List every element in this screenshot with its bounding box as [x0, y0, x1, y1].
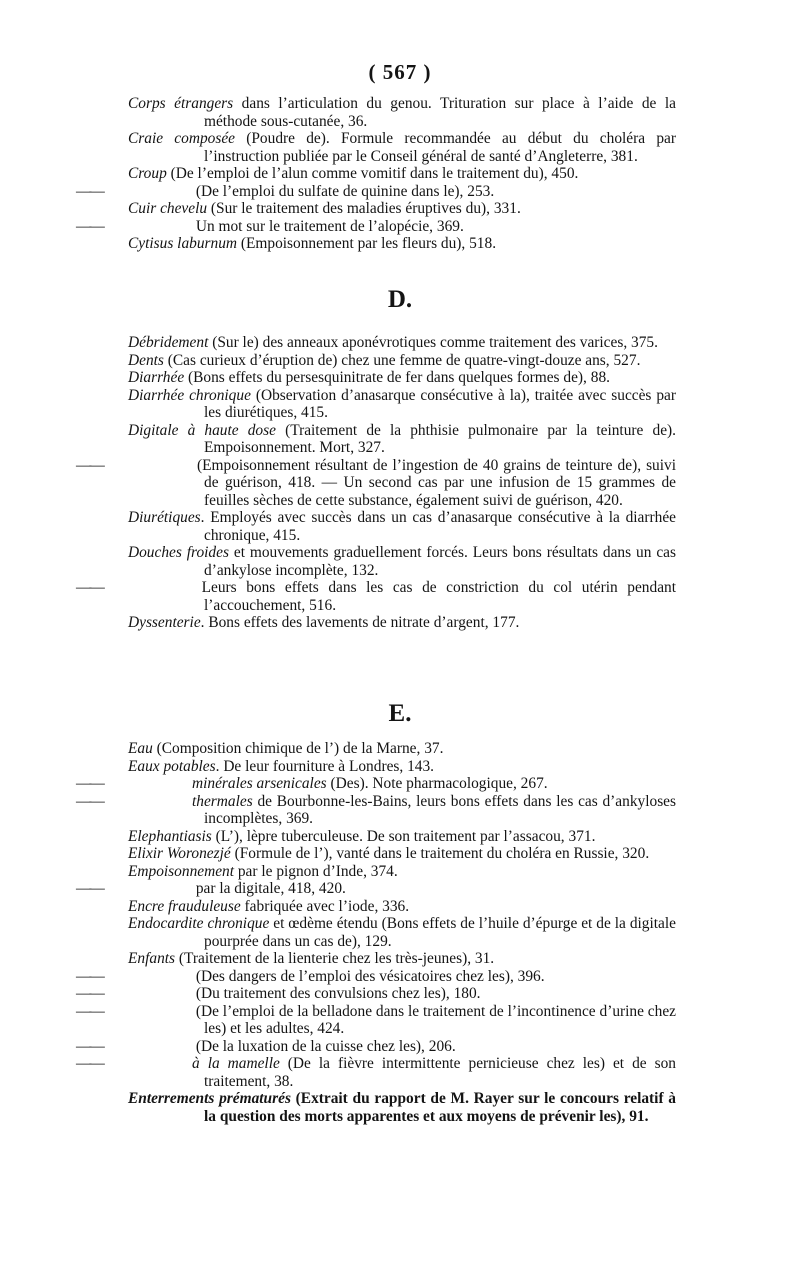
- entry-text: (Observation d’anasarque consécutive à la), traitée avec succès par les diurétiques, 415.: [204, 386, 677, 421]
- index-entry: [76, 880, 676, 898]
- entry-subheading: à la mamelle: [192, 1055, 280, 1072]
- entry-heading: Empoisonnement: [128, 862, 235, 880]
- ditto-dash: ——: [76, 967, 103, 985]
- entry-text: et œdème étendu (Bons effets de l’huile d’épurge et de la digitale pourprée dans un cas de), 129.: [204, 915, 676, 950]
- index-entry: [128, 898, 676, 916]
- entry-text: (Traitement de la phthisie pulmonaire par la teinture de). Empoisonnement. Mort, 327.: [204, 421, 676, 456]
- entry-text: (Des dangers de l’emploi des vésicatoires chez les), 396.: [192, 967, 545, 985]
- index-entry: [76, 217, 676, 236]
- entry-heading: Elephantiasis: [128, 827, 212, 845]
- entry-heading: Dyssenterie: [128, 614, 201, 631]
- entry-text: (De l’emploi du sulfate de quinine dans le), 253.: [192, 182, 495, 200]
- index-entries-e: [76, 740, 677, 1125]
- index-entry: [76, 792, 676, 828]
- index-entry: [128, 200, 676, 218]
- entry-text: de Bourbonne-les-Bains, leurs bons effets dans les cas d’ankyloses incomplètes, 369.: [204, 792, 676, 827]
- entry-text: (De l’emploi de la belladone dans le traitement de l’incontinence d’urine chez les) et les adultes, 424.: [192, 1002, 676, 1037]
- entry-heading: Encre frauduleuse: [128, 897, 241, 915]
- ditto-dash: ——: [76, 880, 103, 897]
- entry-text: (Cas curieux d’éruption de) chez une femme de quatre-vingt-douze ans, 527.: [163, 351, 641, 369]
- index-entry: [76, 775, 676, 793]
- entry-text: (De l’emploi de l’alun comme vomitif dans le traitement du), 450.: [166, 165, 579, 182]
- entry-text: (Sur le traitement des maladies éruptives du), 331.: [207, 200, 521, 217]
- ditto-dash: ——: [76, 792, 103, 810]
- entry-heading: Eaux potables: [128, 757, 216, 775]
- entry-text: et mouvements graduellement forcés. Leurs bons résultats dans un cas d’ankylose incomplète, 132.: [204, 544, 676, 579]
- index-entry: [128, 369, 676, 387]
- entry-text: par la digitale, 418, 420.: [192, 880, 346, 897]
- entry-text: (Bons effets du persesquinitrate de fer dans quelques formes de), 88.: [184, 369, 610, 386]
- entry-text: fabriquée avec l’iode, 336.: [240, 897, 410, 915]
- entry-text: (Des). Note pharmacologique, 267.: [326, 775, 548, 792]
- entry-heading: Diurétiques: [128, 509, 201, 526]
- entry-heading: Craie composée: [128, 130, 235, 147]
- page-number: ( 567 ): [368, 60, 432, 84]
- entry-heading: Croup: [128, 165, 167, 182]
- index-entry: [128, 950, 676, 968]
- section-heading-d: D.: [387, 286, 413, 313]
- entry-text: dans l’articulation du genou. Trituration sur place à l’aide de la méthode sous-cutanée, 36.: [204, 95, 677, 130]
- entry-text: (Empoisonnement par les fleurs du), 518.: [237, 235, 497, 252]
- entry-text: Leurs bons effets dans les cas de constriction du col utérin pendant l’accouchement, 516.: [192, 579, 676, 614]
- index-entry: [128, 165, 676, 183]
- entry-heading: Douches froides: [128, 544, 229, 561]
- index-entry: [76, 1002, 676, 1038]
- entry-text: par le pignon d’Inde, 374.: [234, 862, 398, 880]
- ditto-dash: ——: [76, 456, 103, 474]
- entry-text: (L’), lèpre tuberculeuse. De son traitement par l’assacou, 371.: [211, 827, 596, 845]
- entry-text: (Traitement de la lienterie chez les très-jeunes), 31.: [175, 950, 495, 967]
- entry-text: (Du traitement des convulsions chez les), 180.: [192, 985, 481, 1002]
- ditto-dash: ——: [76, 1002, 103, 1020]
- index-entry: [76, 1055, 676, 1090]
- index-entry: [128, 1090, 676, 1125]
- ditto-dash: ——: [76, 985, 103, 1002]
- ditto-dash: ——: [76, 217, 103, 235]
- index-entry: [76, 985, 676, 1003]
- index-entry: [128, 235, 676, 253]
- index-entry: [128, 740, 676, 758]
- index-entry: [76, 579, 676, 614]
- entry-heading: Digitale à haute dose: [128, 421, 276, 439]
- entry-text: (Poudre de). Formule recommandée au début du choléra par l’instruction publiée par le Conseil général de santé d’Angleterre, 381.: [204, 130, 676, 165]
- entry-text: (De la fièvre intermittente pernicieuse chez les) et de son traitement, 38.: [204, 1055, 676, 1090]
- index-entry: [128, 828, 676, 846]
- index-entry: [128, 130, 676, 165]
- ditto-dash: ——: [76, 579, 103, 596]
- index-entry: [76, 967, 676, 986]
- index-entry: [128, 614, 676, 632]
- entry-heading: Diarrhée chronique: [128, 386, 251, 404]
- index-entry: [128, 915, 676, 950]
- entry-text: (De la luxation de la cuisse chez les), 206.: [192, 1037, 456, 1055]
- index-entries-d: [76, 334, 677, 632]
- entry-heading: Enterrements prématurés: [128, 1090, 291, 1107]
- index-entry: [128, 509, 676, 544]
- entry-heading: Débridement: [128, 334, 209, 351]
- entry-text: (Empoisonnement résultant de l’ingestion de 40 grains de teinture de), suivi de guérison, 418. — Un second cas par une infusion de 15 grammes de feuilles sèches de cette substance, également suivi de guérison, 420.: [192, 456, 676, 509]
- ditto-dash: ——: [76, 1037, 103, 1055]
- entry-heading: Dents: [128, 351, 164, 369]
- section-heading-e: E.: [388, 700, 412, 727]
- ditto-dash: ——: [76, 1055, 103, 1072]
- entry-heading: Diarrhée: [128, 369, 185, 386]
- entry-heading: Eau: [128, 740, 153, 757]
- entry-text: (Sur le) des anneaux aponévrotiques comme traitement des varices, 375.: [208, 334, 658, 351]
- entry-text: . Employés avec succès dans un cas d’anasarque consécutive à la diarrhée chronique, 415.: [200, 509, 676, 544]
- ditto-dash: ——: [76, 182, 103, 200]
- entry-heading: Cuir chevelu: [128, 200, 208, 217]
- entry-text: (Formule de l’), vanté dans le traitement du choléra en Russie, 320.: [230, 845, 650, 862]
- index-entry: [128, 863, 676, 881]
- entry-heading: Corps étrangers: [128, 95, 234, 112]
- index-entry: [128, 334, 676, 352]
- index-entry: [128, 422, 676, 457]
- index-entries-c: [76, 95, 677, 253]
- entry-text: . De leur fourniture à Londres, 143.: [215, 757, 435, 775]
- entry-heading: Cytisus laburnum: [128, 235, 238, 252]
- index-entry: [76, 456, 676, 510]
- index-entry: [76, 182, 676, 201]
- entry-heading: Endocardite chronique: [128, 915, 270, 932]
- index-entry: [128, 544, 676, 579]
- index-entry: [128, 387, 676, 422]
- index-entry: [76, 1037, 676, 1056]
- index-entry: [128, 758, 676, 776]
- entry-text: Un mot sur le traitement de l’alopécie, 369.: [192, 217, 464, 235]
- index-entry: [128, 352, 676, 370]
- entry-heading: Elixir Woronezjé: [128, 845, 231, 862]
- ditto-dash: ——: [76, 775, 103, 792]
- index-entry: [128, 845, 676, 863]
- entry-text: . Bons effets des lavements de nitrate d’argent, 177.: [200, 614, 520, 631]
- entry-text: (Composition chimique de l’) de la Marne, 37.: [152, 740, 444, 757]
- entry-text: (Extrait du rapport de M. Rayer sur le concours relatif à la question des morts apparentes et aux moyens de prévenir les), 91.: [204, 1090, 677, 1125]
- entry-heading: Enfants: [128, 950, 176, 967]
- index-entry: [128, 95, 676, 130]
- entry-subheading: minérales arsenicales: [192, 775, 327, 792]
- entry-subheading: thermales: [192, 792, 253, 810]
